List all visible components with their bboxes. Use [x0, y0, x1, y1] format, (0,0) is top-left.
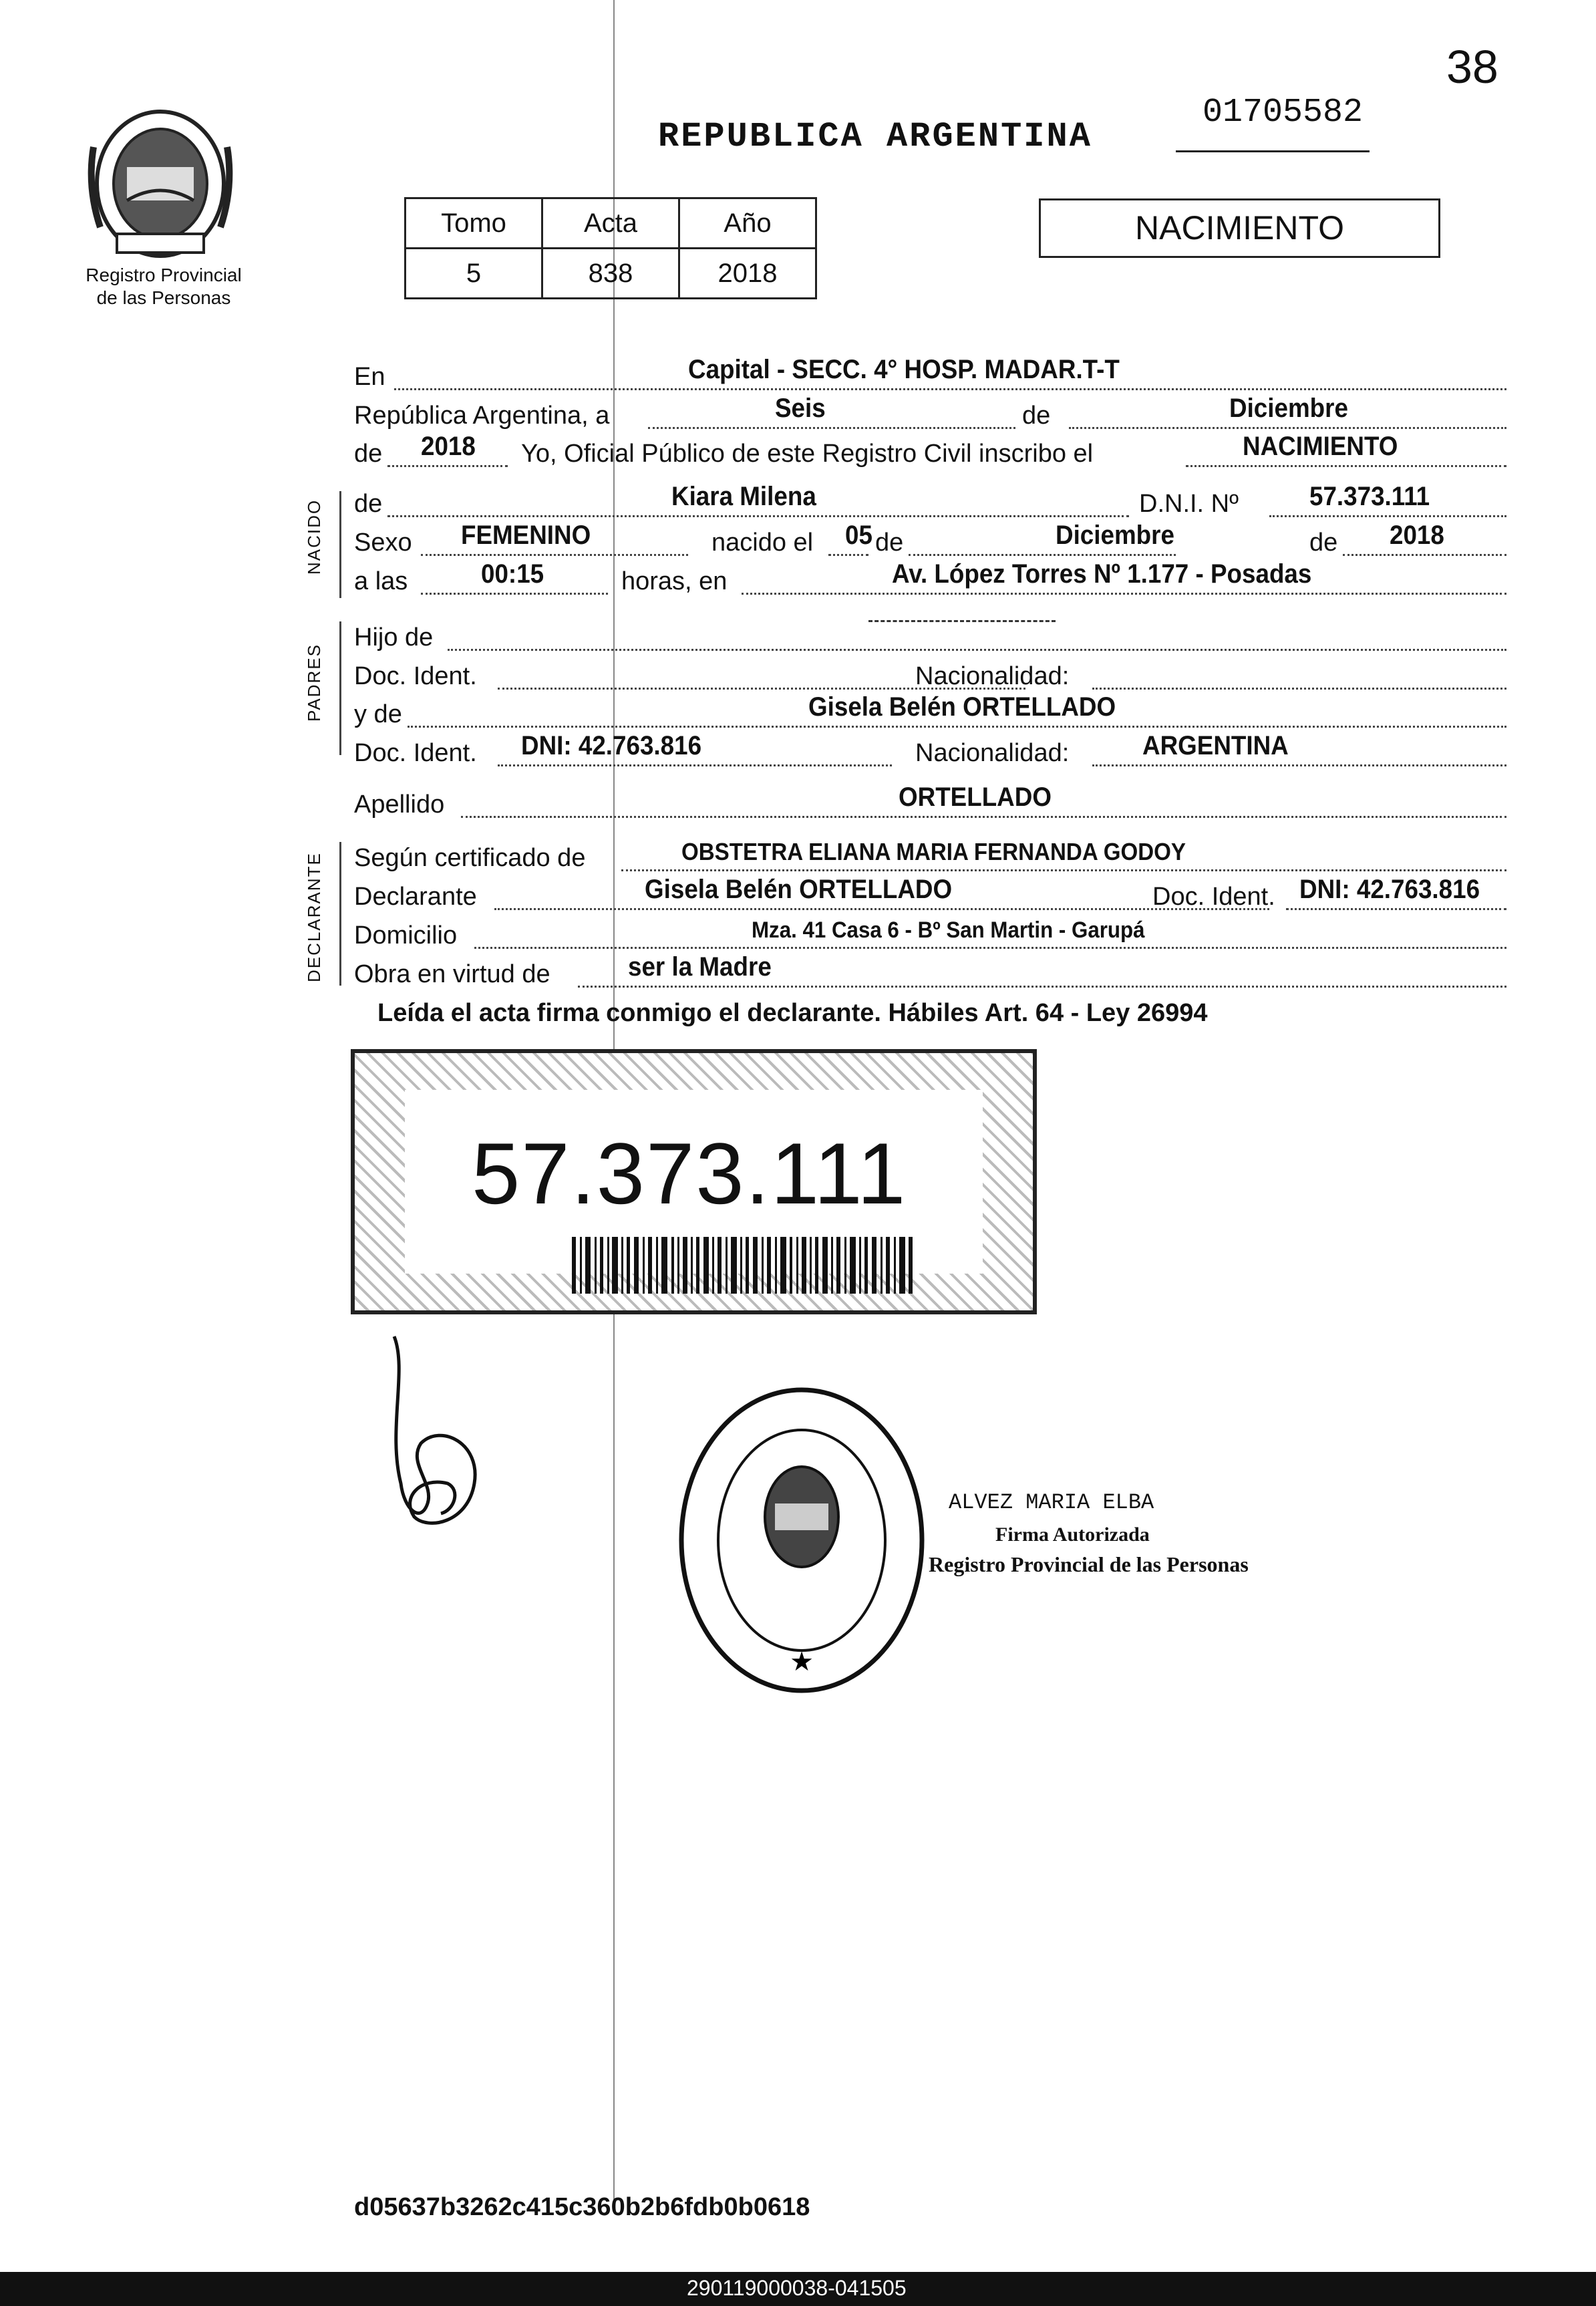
row-nombre	[354, 481, 1506, 521]
row-apellido	[354, 782, 1506, 822]
label-de3: de	[875, 529, 904, 557]
label-nacionalidad2: Nacionalidad:	[915, 739, 1070, 767]
label-nacionalidad: Nacionalidad:	[915, 662, 1070, 690]
dni-stamp	[351, 1049, 1037, 1314]
authority-title: Firma Autorizada	[995, 1524, 1150, 1546]
page-number: 38	[1446, 41, 1498, 93]
row-domicilio	[354, 913, 1506, 953]
value-lugar: Capital - SECC. 4° HOSP. MADAR.T-T	[688, 355, 1120, 384]
row-hora	[354, 559, 1506, 599]
side-label-padres: PADRES	[304, 643, 324, 722]
value-nac-mes: Diciembre	[1056, 521, 1174, 550]
column-anio: Año	[679, 198, 816, 249]
section-bracket	[339, 491, 341, 598]
column-tomo: Tomo	[406, 198, 542, 249]
label-doc-ident: Doc. Ident.	[354, 662, 477, 690]
official-seal-icon	[675, 1383, 929, 1697]
value-anio: 2018	[679, 249, 816, 299]
value-hora: 00:15	[481, 559, 544, 589]
label-dni: D.N.I. Nº	[1139, 490, 1239, 518]
value-madre-nac: ARGENTINA	[1142, 731, 1289, 760]
label-obra: Obra en virtud de	[354, 960, 550, 988]
country-title: REPUBLICA ARGENTINA	[658, 117, 1092, 156]
value-domicilio: Mza. 41 Casa 6 - Bº San Martin - Garupá	[752, 917, 1145, 943]
section-bracket	[339, 621, 341, 755]
value-sexo: FEMENINO	[461, 521, 591, 550]
label-sexo: Sexo	[354, 529, 412, 557]
label-segun: Según certificado de	[354, 844, 586, 872]
value-madre-doc: DNI: 42.763.816	[521, 731, 702, 760]
value-certificado: OBSTETRA ELIANA MARIA FERNANDA GODOY	[681, 838, 1186, 865]
label-doc-ident3: Doc. Ident.	[1152, 883, 1275, 911]
handwritten-signature	[381, 1330, 488, 1537]
value-nombre: Kiara Milena	[671, 482, 816, 511]
value-lugar-nac: Av. López Torres Nº 1.177 - Posadas	[892, 559, 1312, 589]
value-apellido: ORTELLADO	[899, 782, 1052, 812]
row-doc-madre	[354, 730, 1506, 770]
document-hash: d05637b3262c415c360b2b6fdb0b0618	[354, 2193, 810, 2221]
label-doc-ident2: Doc. Ident.	[354, 739, 477, 767]
value-declarante-doc: DNI: 42.763.816	[1299, 875, 1480, 904]
serial-underline	[1176, 150, 1370, 152]
label-de: de	[1022, 402, 1051, 430]
barcode-icon	[572, 1237, 913, 1294]
label-republica: República Argentina, a	[354, 402, 610, 430]
misiones-coat-of-arms-icon	[87, 107, 234, 261]
label-apellido: Apellido	[354, 790, 445, 819]
row-obra	[354, 952, 1506, 992]
record-type: NACIMIENTO	[1039, 198, 1440, 258]
row-doc-padre	[354, 654, 1506, 694]
row-lugar	[354, 354, 1506, 394]
dni-stamp-number: 57.373.111	[472, 1125, 907, 1222]
registry-name: Registro Provincial de las Personas	[86, 265, 242, 308]
row-hijo-de	[354, 615, 1506, 655]
label-declarante: Declarante	[354, 883, 477, 911]
value-anio: 2018	[421, 432, 476, 461]
value-acta: 838	[542, 249, 679, 299]
column-acta: Acta	[542, 198, 679, 249]
value-nac-anio: 2018	[1390, 521, 1444, 550]
value-dni: 57.373.111	[1309, 482, 1430, 511]
value-dia: Seis	[775, 394, 826, 423]
section-bracket	[339, 842, 341, 986]
label-yo: Yo, Oficial Público de este Registro Civil inscribo el	[521, 440, 1094, 468]
value-acto: NACIMIENTO	[1243, 432, 1398, 461]
closing-text: Leída el acta firma conmigo el declarante. Hábiles Art. 64 - Ley 26994	[377, 999, 1208, 1027]
serial-number: 01705582	[1203, 94, 1364, 132]
svg-text:★: ★	[790, 1646, 814, 1677]
footer-id: 290119000038-041505	[687, 2276, 907, 2300]
authority-org: Registro Provincial de las Personas	[929, 1552, 1249, 1576]
value-madre: Gisela Belén ORTELLADO	[808, 692, 1116, 722]
label-de4: de	[1309, 529, 1338, 557]
row-declarante	[354, 874, 1506, 914]
row-certificado	[354, 835, 1506, 875]
value-nac-dia: 05	[845, 521, 872, 550]
side-label-declarante: DECLARANTE	[304, 852, 324, 982]
value-declarante: Gisela Belén ORTELLADO	[645, 875, 953, 904]
label-domicilio: Domicilio	[354, 921, 458, 950]
row-acto	[354, 431, 1506, 471]
side-label-nacido: NACIDO	[304, 498, 324, 575]
label-hijo-de: Hijo de	[354, 623, 434, 652]
label-de-name: de	[354, 490, 383, 518]
row-madre	[354, 692, 1506, 732]
row-fecha	[354, 393, 1506, 433]
value-mes: Diciembre	[1229, 394, 1348, 423]
label-en: En	[354, 363, 385, 391]
authority-name: ALVEZ MARIA ELBA	[949, 1490, 1154, 1515]
label-horas: horas, en	[621, 567, 728, 595]
row-sexo	[354, 520, 1506, 560]
record-table	[404, 197, 817, 299]
value-tomo: 5	[406, 249, 542, 299]
value-obra: ser la Madre	[628, 952, 772, 982]
label-a-las: a las	[354, 567, 408, 595]
label-de2: de	[354, 440, 383, 468]
label-nacido: nacido el	[711, 529, 814, 557]
label-y-de: y de	[354, 700, 402, 728]
